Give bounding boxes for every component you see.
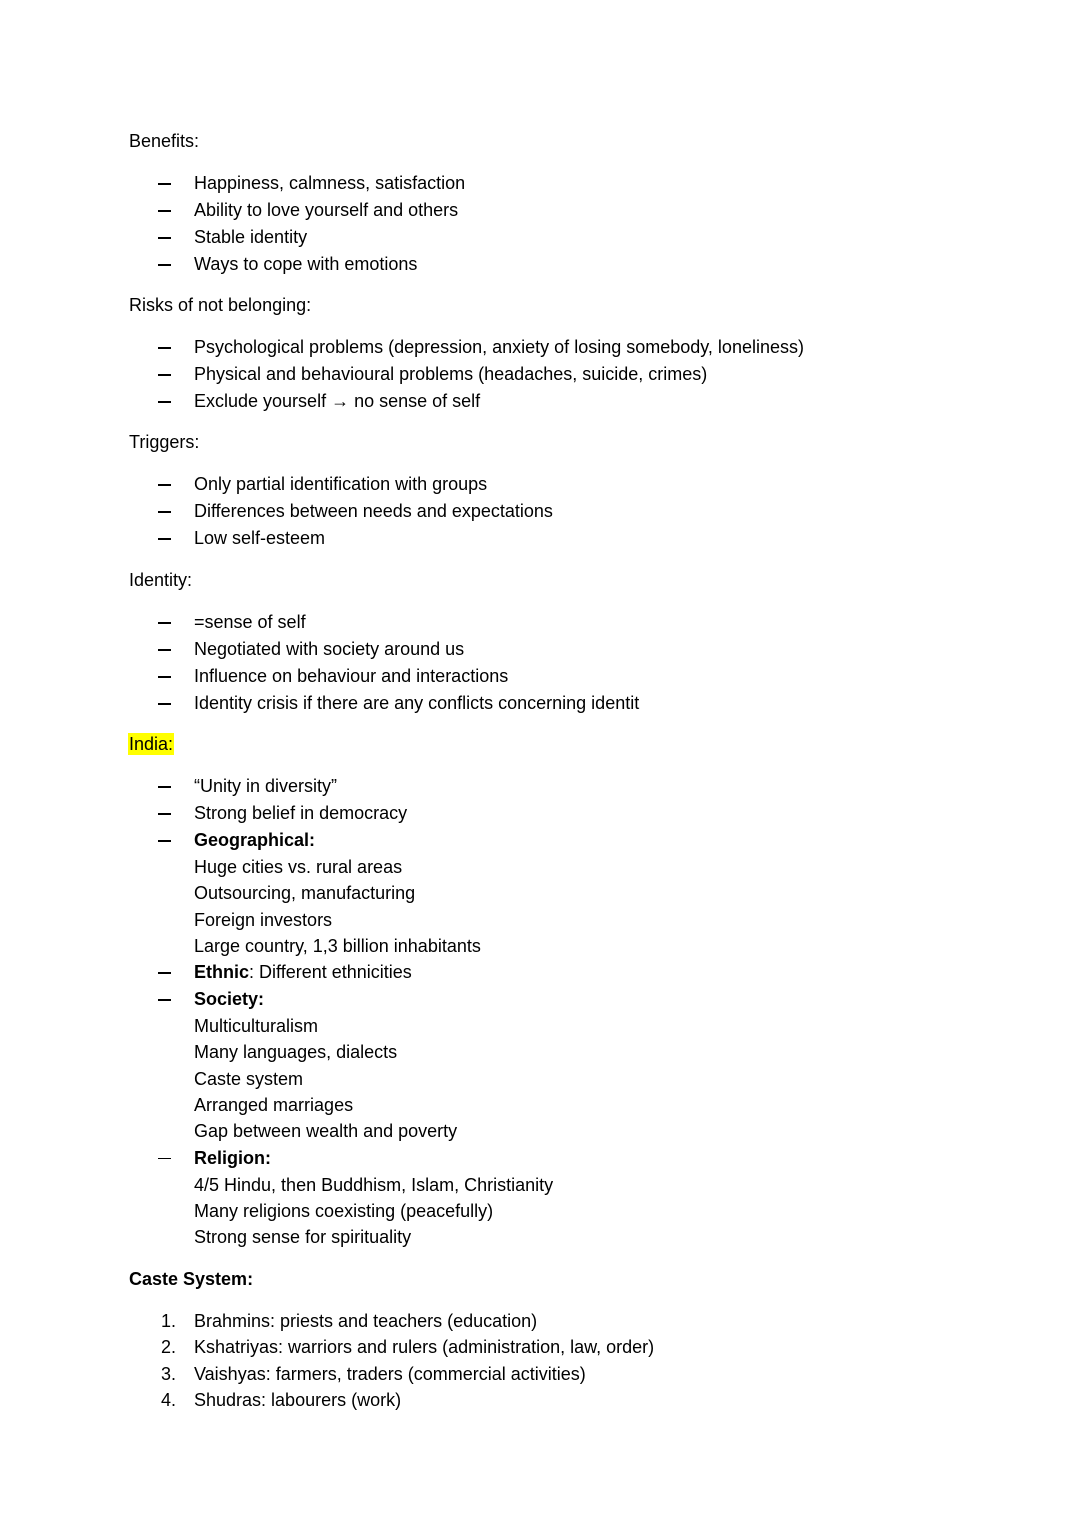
dash-bullet-icon [158, 484, 171, 486]
dash-bullet-icon [158, 1158, 171, 1160]
list-item: =sense of self [128, 609, 1008, 636]
section-heading: Risks of not belonging: [129, 295, 312, 315]
dash-bullet-icon [158, 649, 171, 651]
dash-bullet-icon [158, 538, 171, 540]
section-heading: Caste System: [129, 1269, 254, 1289]
list-item: Ways to cope with emotions [128, 251, 1008, 278]
item-number: 3. [161, 1363, 177, 1384]
bullet-list [128, 773, 1008, 1251]
section-triggers [128, 429, 1008, 552]
dash-bullet-icon [158, 237, 171, 239]
dash-bullet-icon [158, 264, 171, 266]
list-item: 4. Shudras: labourers (work) [128, 1387, 1008, 1413]
dash-bullet-icon [158, 999, 171, 1001]
list-item: Only partial identification with groups [128, 471, 1008, 498]
dash-bullet-icon [158, 511, 171, 513]
list-item-geographical: Geographical: Huge cities vs. rural areas Outsourcing, manufacturing Foreign investors Large country, 1,3 billion inhabitants [128, 827, 1008, 959]
list-item: Low self-esteem [128, 525, 1008, 552]
bullet-list [128, 471, 1008, 552]
section-identity [128, 567, 1008, 717]
list-item-religion: Religion: 4/5 Hindu, then Buddhism, Islam, Christianity Many religions coexisting (peacefully) Strong sense for spirituality [128, 1145, 1008, 1251]
section-benefits [128, 128, 1008, 278]
bullet-list [128, 170, 1008, 278]
subsection-label: Geographical: [194, 830, 316, 850]
section-heading [128, 731, 1008, 758]
list-item: Exclude yourself → no sense of self [128, 388, 1008, 415]
list-item: “Unity in diversity” [128, 773, 1008, 800]
section-india [128, 731, 1008, 1251]
section-heading: Triggers: [129, 432, 200, 452]
item-number: 4. [161, 1389, 177, 1410]
section-caste-system [128, 1266, 1008, 1413]
dash-bullet-icon [158, 840, 171, 842]
list-item: Negotiated with society around us [128, 636, 1008, 663]
numbered-list [128, 1308, 1008, 1413]
list-item: Physical and behavioural problems (headaches, suicide, crimes) [128, 361, 1008, 388]
list-item: Strong belief in democracy [128, 800, 1008, 827]
dash-bullet-icon [158, 786, 171, 788]
list-item: Psychological problems (depression, anxiety of losing somebody, loneliness) [128, 334, 1008, 361]
dash-bullet-icon [158, 703, 171, 705]
dash-bullet-icon [158, 374, 171, 376]
list-item: Identity crisis if there are any conflicts concerning identit [128, 690, 1008, 717]
dash-bullet-icon [158, 813, 171, 815]
dash-bullet-icon [158, 972, 171, 974]
list-item: 1. Brahmins: priests and teachers (education) [128, 1308, 1008, 1334]
list-item: Stable identity [128, 224, 1008, 251]
dash-bullet-icon [158, 622, 171, 624]
dash-bullet-icon [158, 210, 171, 212]
subsection-label: Society: [194, 989, 265, 1010]
subsection-label: Religion: [194, 1147, 271, 1168]
bullet-list [128, 334, 1008, 415]
section-heading: Identity: [129, 570, 193, 590]
dash-bullet-icon [158, 676, 171, 678]
bullet-list [128, 609, 1008, 717]
dash-bullet-icon [158, 347, 171, 349]
list-item-society: Society: Multiculturalism Many languages, dialects Caste system Arranged marriages Gap between wealth and poverty [128, 986, 1008, 1144]
item-number: 2. [161, 1337, 177, 1358]
highlighted-heading: India: [129, 734, 174, 754]
item-number: 1. [161, 1311, 177, 1331]
list-item: 2. Kshatriyas: warriors and rulers (administration, law, order) [128, 1334, 1008, 1360]
dash-bullet-icon [158, 183, 171, 185]
section-risks [128, 292, 1008, 415]
list-item: Happiness, calmness, satisfaction [128, 170, 1008, 197]
list-item: Influence on behaviour and interactions [128, 663, 1008, 690]
subsection-label: Ethnic [194, 962, 250, 983]
section-heading: Benefits: [129, 131, 200, 151]
list-item: Ability to love yourself and others [128, 197, 1008, 224]
list-item: 3. Vaishyas: farmers, traders (commercial activities) [128, 1361, 1008, 1387]
list-item-ethnic: Ethnic: Different ethnicities [128, 959, 1008, 986]
dash-bullet-icon [158, 401, 171, 403]
list-item: Differences between needs and expectations [128, 498, 1008, 525]
